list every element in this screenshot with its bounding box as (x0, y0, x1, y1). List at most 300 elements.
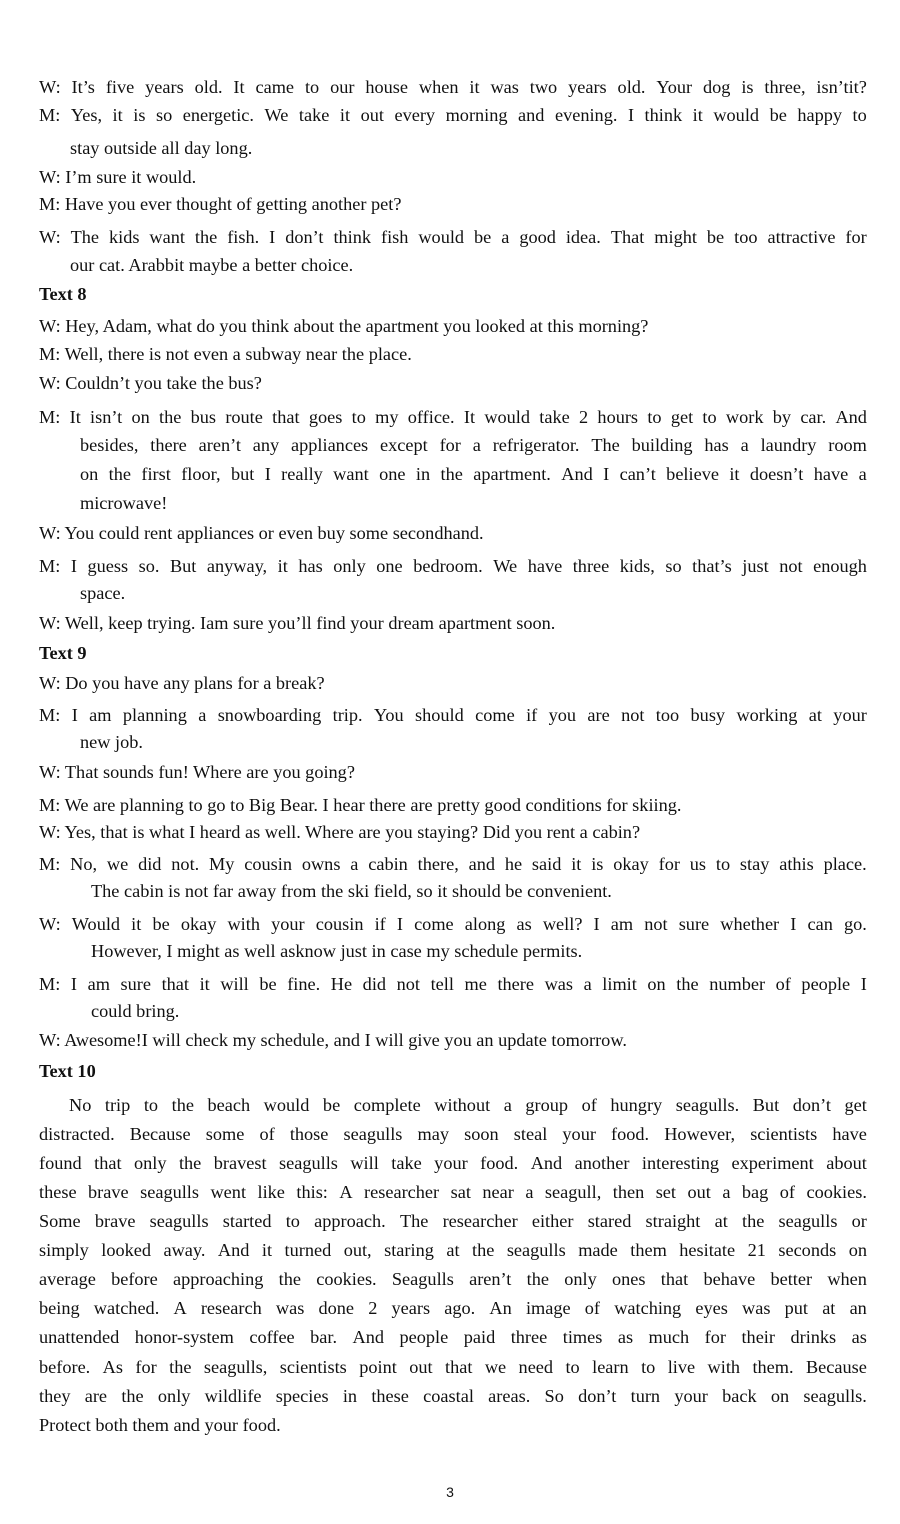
word: sure (678, 914, 710, 934)
word: seagulls. (803, 1386, 867, 1406)
word: have (527, 556, 563, 576)
word: room (828, 435, 867, 455)
word: come (414, 914, 454, 934)
word: laundry (760, 435, 817, 455)
word: you (548, 705, 577, 725)
word: floor, (181, 464, 221, 484)
word: the (278, 1269, 301, 1289)
word: However, (664, 1124, 736, 1144)
word: 2 (368, 1298, 378, 1318)
word: take (391, 1153, 422, 1173)
word: place. (823, 854, 867, 874)
paragraph-line: Protect both them and your food. (39, 1415, 281, 1435)
word: car. (800, 407, 827, 427)
word: W: (39, 77, 61, 97)
word: the (159, 407, 182, 427)
word: away. (163, 1240, 206, 1260)
word: was (275, 1298, 305, 1318)
word: for (845, 227, 867, 247)
word: them. (752, 1357, 794, 1377)
word: want (149, 227, 185, 247)
word: seagulls (279, 1153, 338, 1173)
word: aren’t (198, 435, 241, 455)
word: old. (194, 77, 223, 97)
word: to (641, 1357, 656, 1377)
word: live (667, 1357, 696, 1377)
word: beach (207, 1095, 251, 1115)
dialogue-line (39, 973, 867, 995)
word: be (474, 227, 492, 247)
word: of (581, 1095, 597, 1115)
word: a (501, 227, 510, 247)
word: go. (843, 914, 867, 934)
dialogue-line: M: Well, there is not even a subway near the place. (39, 344, 412, 364)
dialogue-line (39, 704, 867, 726)
word: would (484, 407, 531, 427)
dialogue-line: W: Hey, Adam, what do you think about the apartment you looked at this morning? (39, 316, 649, 336)
word: those (289, 1124, 329, 1144)
word: M: (39, 407, 61, 427)
word: A (339, 1182, 353, 1202)
word: M: (39, 854, 61, 874)
word: be (706, 227, 725, 247)
word: No, (70, 854, 98, 874)
word: owns (301, 854, 341, 874)
word: turned (284, 1240, 332, 1260)
word: there (150, 435, 187, 455)
word: 21 (747, 1240, 766, 1260)
word: I (627, 105, 635, 125)
dialogue-line (39, 406, 867, 428)
word: snowboarding (217, 705, 322, 725)
page-number: 3 (446, 1484, 454, 1500)
word: our (330, 77, 355, 97)
paragraph-line (39, 1385, 867, 1407)
word: tell (430, 974, 454, 994)
word: people (399, 1327, 449, 1347)
word: ago. (444, 1298, 476, 1318)
word: stared (587, 1211, 632, 1231)
word: that (272, 407, 300, 427)
word: Seagulls (391, 1269, 454, 1289)
word: to (565, 1357, 580, 1377)
word: at (808, 705, 822, 725)
word: the (194, 227, 218, 247)
word: much (648, 1327, 690, 1347)
word: guess (87, 556, 129, 576)
word: I (264, 464, 271, 484)
word: The (591, 435, 620, 455)
word: species (275, 1386, 329, 1406)
word: number (709, 974, 766, 994)
word: He (330, 974, 353, 994)
word: only (133, 1153, 167, 1173)
dialogue-line (39, 913, 867, 935)
word: be (769, 105, 787, 125)
word: enough (813, 556, 867, 576)
word: some (205, 1124, 245, 1144)
word: You (373, 705, 404, 725)
word: to (715, 854, 731, 874)
word: years (568, 77, 607, 97)
word: fine. (287, 974, 321, 994)
word: soon (464, 1124, 499, 1144)
word: simply (39, 1240, 89, 1260)
word: I (269, 227, 276, 247)
word: to (351, 407, 366, 427)
word: has (704, 435, 729, 455)
word: may (417, 1124, 450, 1144)
word: good (519, 227, 556, 247)
word: seagulls (149, 1211, 209, 1231)
word: areas. (488, 1386, 531, 1406)
word: I (71, 705, 78, 725)
word: the (178, 1153, 202, 1173)
word: or (851, 1211, 867, 1231)
word: five (105, 77, 135, 97)
word: staring (384, 1240, 434, 1260)
word: M: (39, 556, 61, 576)
word: And (217, 1240, 250, 1260)
word: two (529, 77, 558, 97)
word: research (200, 1298, 262, 1318)
word: Some (39, 1211, 81, 1231)
word: only (157, 1386, 191, 1406)
word: come (475, 705, 515, 725)
word: fish (380, 227, 409, 247)
word: It’s (71, 77, 95, 97)
dialogue-line (39, 853, 867, 875)
word: three, (764, 77, 806, 97)
word: a (198, 705, 207, 725)
dialogue-line (39, 555, 867, 577)
word: be (152, 914, 170, 934)
paragraph-line (39, 1326, 867, 1348)
word: to (304, 77, 320, 97)
word: hours (597, 407, 639, 427)
word: I (603, 464, 610, 484)
word: bag (741, 1182, 769, 1202)
word: by (772, 407, 792, 427)
word: average (39, 1269, 96, 1289)
word: am (89, 705, 112, 725)
word: only (564, 1269, 597, 1289)
word: complete (353, 1095, 421, 1115)
word: experiment (731, 1153, 814, 1173)
word: when (827, 1269, 867, 1289)
word: It (463, 407, 476, 427)
word: isn’t (90, 407, 123, 427)
word: sure (120, 974, 151, 994)
word: one (376, 556, 403, 576)
word: is (591, 854, 604, 874)
word: out, (343, 1240, 372, 1260)
word: has (298, 556, 323, 576)
word: appliances (291, 435, 369, 455)
word: approaching (173, 1269, 264, 1289)
word: was (490, 77, 519, 97)
word: evening. (554, 105, 618, 125)
word: for (704, 1327, 726, 1347)
word: one (379, 464, 406, 484)
word: morning (445, 105, 508, 125)
word: said (531, 854, 562, 874)
word: paid (463, 1327, 496, 1347)
word: and (468, 854, 495, 874)
word: seagulls (506, 1240, 566, 1260)
word: would (418, 227, 465, 247)
word: attractive (767, 227, 836, 247)
word: another (574, 1153, 630, 1173)
word: cousin (244, 854, 293, 874)
word: might (654, 227, 697, 247)
word: either (531, 1211, 574, 1231)
dialogue-line (39, 104, 867, 126)
word: be (259, 974, 277, 994)
word: along (464, 914, 506, 934)
word: I (790, 914, 797, 934)
word: for (439, 435, 461, 455)
word: goes (308, 407, 343, 427)
word: the (440, 464, 463, 484)
word: years (145, 77, 184, 97)
word: Because (129, 1124, 191, 1144)
section-heading-text-9: Text 9 (39, 643, 87, 663)
word: think (644, 105, 683, 125)
word: interesting (641, 1153, 720, 1173)
word: As (102, 1357, 123, 1377)
word: three (510, 1327, 548, 1347)
dialogue-line-continued: The cabin is not far away from the ski field, so it should be convenient. (91, 881, 612, 901)
word: But (752, 1095, 780, 1115)
word: a (472, 435, 481, 455)
word: scientists (750, 1124, 818, 1144)
dialogue-line (39, 76, 867, 98)
word: being (39, 1298, 80, 1318)
word: would (713, 105, 760, 125)
word: out (360, 105, 384, 125)
word: are (587, 705, 610, 725)
word: that (660, 1269, 689, 1289)
word: too (734, 227, 758, 247)
word: is (133, 105, 146, 125)
dialogue-line-continued: space. (80, 583, 126, 603)
word: M: (39, 705, 61, 725)
word: trip (104, 1095, 131, 1115)
word: with (227, 914, 260, 934)
word: found (39, 1153, 82, 1173)
word: an (849, 1298, 867, 1318)
word: so (155, 105, 173, 125)
word: me (464, 974, 487, 994)
word: of (779, 1182, 796, 1202)
word: without (434, 1095, 491, 1115)
word: group (525, 1095, 569, 1115)
word: bus (190, 407, 217, 427)
word: made (578, 1240, 618, 1260)
word: 2 (579, 407, 589, 427)
word: Yes, (70, 105, 103, 125)
word: take (298, 105, 330, 125)
dialogue-line: W: Couldn’t you take the bus? (39, 373, 262, 393)
word: kids (108, 227, 140, 247)
word: food. (480, 1153, 519, 1173)
word: at (714, 1211, 728, 1231)
word: will (220, 974, 249, 994)
word: bar. (310, 1327, 338, 1347)
word: are (84, 1386, 108, 1406)
word: at (822, 1298, 836, 1318)
word: so. (138, 556, 160, 576)
word: drinks (790, 1327, 837, 1347)
word: on (848, 1240, 867, 1260)
word: to (285, 1211, 300, 1231)
word: too (655, 705, 680, 725)
word: M: (39, 105, 61, 125)
word: as (617, 1327, 634, 1347)
word: a (350, 854, 359, 874)
paragraph-line (39, 1181, 867, 1203)
word: am (610, 914, 634, 934)
word: I (70, 974, 78, 994)
paragraph-line (39, 1152, 867, 1174)
word: wildlife (204, 1386, 262, 1406)
word: there (497, 974, 534, 994)
word: on (80, 464, 99, 484)
dialogue-line-continued (80, 463, 867, 485)
word: will (350, 1153, 379, 1173)
word: straight (645, 1211, 701, 1231)
word: the (108, 464, 131, 484)
word: it (571, 854, 582, 874)
word: limit (602, 974, 637, 994)
word: he (504, 854, 523, 874)
word: your (674, 1386, 708, 1406)
dialogue-line (39, 226, 867, 248)
word: route (225, 407, 263, 427)
word: the (121, 1386, 144, 1406)
dialogue-line: W: Well, keep trying. Iam sure you’ll find your dream apartment soon. (39, 613, 556, 633)
word: sat (450, 1182, 471, 1202)
word: it (339, 105, 351, 125)
word: and (518, 105, 545, 125)
dialogue-line: W: That sounds fun! Where are you going? (39, 762, 355, 782)
word: want (333, 464, 369, 484)
word: to (702, 407, 717, 427)
word: as (851, 1327, 867, 1347)
word: it (112, 105, 123, 125)
word: distracted. (39, 1124, 115, 1144)
word: I (396, 914, 403, 934)
word: your (562, 1124, 596, 1144)
word: well? (542, 914, 583, 934)
word: with (707, 1357, 741, 1377)
word: in (415, 464, 431, 484)
word: on (770, 1386, 790, 1406)
word: really (281, 464, 323, 484)
word: be (322, 1095, 341, 1115)
word: they (39, 1386, 71, 1406)
paragraph-line (39, 1268, 867, 1290)
word: back (722, 1386, 757, 1406)
word: watching (614, 1298, 682, 1318)
word: energetic. (182, 105, 254, 125)
word: went (210, 1182, 247, 1202)
word: can (807, 914, 833, 934)
word: a (503, 1095, 512, 1115)
word: stay (739, 854, 770, 874)
word: a (583, 974, 592, 994)
word: image (525, 1298, 571, 1318)
word: working (736, 705, 798, 725)
word: coffee (249, 1327, 295, 1347)
word: trip. (332, 705, 363, 725)
word: in (342, 1386, 358, 1406)
word: set (655, 1182, 676, 1202)
word: It (69, 407, 81, 427)
word: times (562, 1327, 603, 1347)
word: I (860, 974, 867, 994)
word: besides, (80, 435, 139, 455)
word: but (230, 464, 255, 484)
word: is (741, 77, 754, 97)
word: honor-system (134, 1327, 234, 1347)
word: that (94, 1153, 122, 1173)
word: put (784, 1298, 809, 1318)
word: that (161, 974, 189, 994)
word: near (482, 1182, 514, 1202)
word: about (826, 1153, 867, 1173)
word: refrigerator. (492, 435, 580, 455)
word: seagulls (140, 1182, 200, 1202)
word: us (689, 854, 707, 874)
word: these (39, 1182, 77, 1202)
word: seagulls (343, 1124, 403, 1144)
word: it (199, 974, 210, 994)
word: every (394, 105, 436, 125)
paragraph-line (39, 1123, 867, 1145)
word: we (484, 1357, 507, 1377)
word: cabin (368, 854, 408, 874)
word: not. (171, 854, 200, 874)
word: for (658, 854, 680, 874)
word: And (835, 407, 867, 427)
word: point (359, 1357, 397, 1377)
word: the (169, 1357, 192, 1377)
word: eyes (695, 1298, 728, 1318)
word: it (131, 914, 142, 934)
paragraph-line (39, 1297, 867, 1319)
word: this: (296, 1182, 328, 1202)
word: steal (513, 1124, 548, 1144)
word: it (692, 105, 703, 125)
word: My (209, 854, 235, 874)
word: get (844, 1095, 867, 1115)
word: was (544, 974, 573, 994)
word: if (526, 705, 538, 725)
word: No (69, 1095, 92, 1115)
word: not (396, 974, 420, 994)
word: brave (94, 1211, 136, 1231)
word: behave (703, 1269, 756, 1289)
word: isn’tit? (816, 77, 867, 97)
word: ones (612, 1269, 646, 1289)
word: The (70, 227, 100, 247)
word: to (143, 1095, 159, 1115)
word: at (446, 1240, 460, 1260)
word: cookies. (316, 1269, 377, 1289)
word: dog (703, 77, 731, 97)
